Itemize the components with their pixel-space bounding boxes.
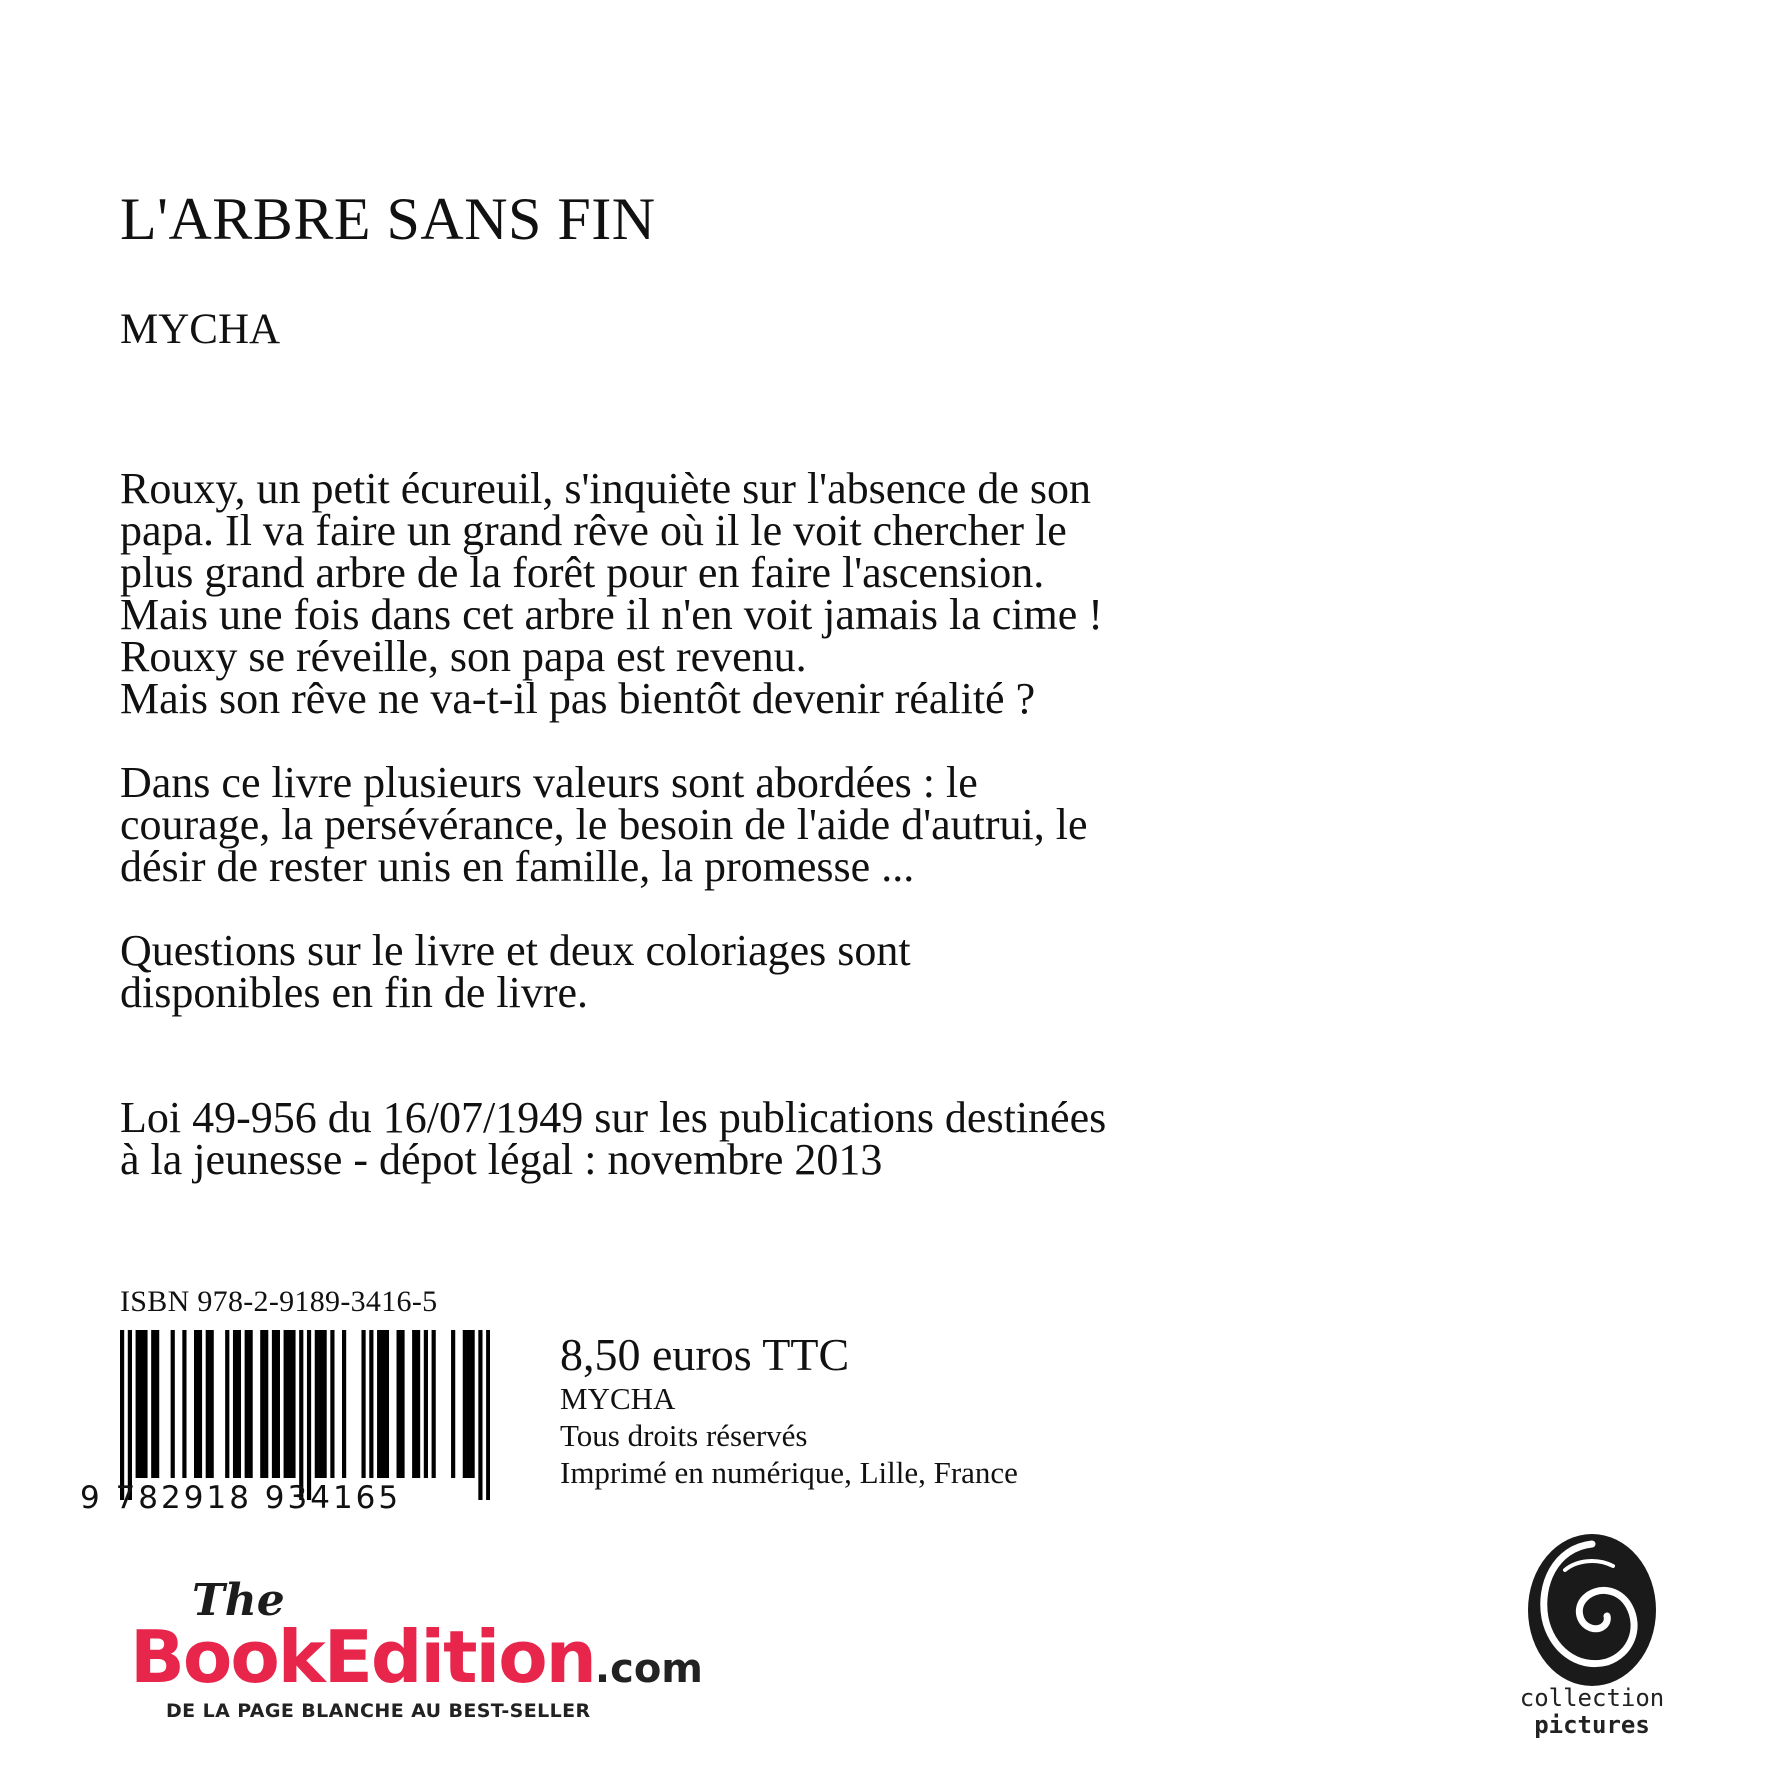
barcode-bar: [397, 1330, 401, 1478]
barcode-bar: [171, 1330, 175, 1478]
barcode-bar: [245, 1330, 249, 1478]
barcode-bar: [471, 1330, 475, 1478]
barcode-bar: [385, 1330, 389, 1478]
blurb-line: Questions sur le livre et deux coloriages sont: [120, 926, 911, 975]
barcode-bar: [323, 1330, 327, 1478]
barcode-bar: [233, 1330, 237, 1478]
collection-line-2: pictures: [1534, 1711, 1650, 1739]
isbn-label: ISBN 978-2-9189-3416-5: [120, 1285, 438, 1318]
barcode-bar: [416, 1330, 420, 1478]
barcode-bar: [330, 1330, 334, 1478]
barcode-bar: [299, 1330, 303, 1500]
bookedition-logo: [130, 1575, 730, 1725]
barcode-bar: [381, 1330, 385, 1478]
barcode-bar: [361, 1330, 365, 1478]
blurb-line: Mais son rêve ne va-t-il pas bientôt devenir réalité ?: [120, 674, 1036, 723]
barcode-bar: [467, 1330, 471, 1478]
barcode-bar: [284, 1330, 288, 1478]
barcode-bar: [264, 1330, 268, 1478]
barcode-bar: [136, 1330, 140, 1478]
barcode-bar: [287, 1330, 291, 1478]
barcode-bar: [155, 1330, 159, 1478]
price-block: [560, 1330, 1018, 1491]
bookedition-the: The: [192, 1575, 285, 1626]
barcode-bar: [377, 1330, 381, 1478]
bookedition-domain: .com: [594, 1646, 703, 1692]
barcode-bar: [400, 1330, 404, 1478]
barcode-bar: [210, 1330, 214, 1478]
bookedition-brand: [130, 1615, 703, 1699]
collection-line-1: collection: [1519, 1684, 1665, 1712]
barcode-bar: [139, 1330, 143, 1478]
blurb-line: Mais une fois dans cet arbre il n'en voit jamais la cime !: [120, 590, 1103, 639]
legal-notice: [120, 1093, 1420, 1184]
blurb-line: Rouxy se réveille, son papa est revenu.: [120, 632, 807, 681]
publisher-name: MYCHA: [560, 1381, 676, 1416]
barcode-bar: [486, 1330, 490, 1500]
barcode-bar: [342, 1330, 346, 1478]
barcode-bar: [260, 1330, 264, 1478]
barcode-bar: [198, 1330, 202, 1478]
bookedition-name: BookEdition: [130, 1615, 595, 1699]
barcode-bar: [272, 1330, 276, 1478]
barcode-bar: [120, 1330, 124, 1500]
barcode-bar: [478, 1330, 482, 1500]
barcode-bar: [151, 1330, 155, 1478]
barcode-bar: [143, 1330, 147, 1478]
author-name: MYCHA: [120, 306, 281, 353]
blurb-paragraph-1: [120, 464, 1420, 723]
barcode-bar: [225, 1330, 229, 1478]
blurb-line: désir de rester unis en famille, la promesse ...: [120, 842, 915, 891]
barcode-bar: [291, 1330, 295, 1478]
barcode-bar: [369, 1330, 373, 1478]
barcode-bar: [432, 1330, 436, 1478]
print-notice: Imprimé en numérique, Lille, France: [560, 1455, 1018, 1490]
barcode-bar: [315, 1330, 319, 1478]
bookedition-tagline: DE LA PAGE BLANCHE AU BEST-SELLER: [166, 1700, 591, 1722]
blurb-line: papa. Il va faire un grand rêve où il le voit chercher le: [120, 506, 1067, 555]
barcode-bar: [319, 1330, 323, 1478]
barcode-bar: [463, 1330, 467, 1478]
barcode-bars: [120, 1330, 490, 1500]
legal-line: Loi 49-956 du 16/07/1949 sur les publications destinées: [120, 1093, 1107, 1142]
barcode-bar: [307, 1330, 311, 1500]
blurb-line: courage, la persévérance, le besoin de l'aide d'autrui, le: [120, 800, 1088, 849]
blurb-line: Rouxy, un petit écureuil, s'inquiète sur l'absence de son: [120, 464, 1091, 513]
barcode-digits: 9 782918 934165: [80, 1480, 402, 1516]
barcode-bar: [237, 1330, 241, 1478]
barcode: [120, 1330, 490, 1500]
barcode-bar: [276, 1330, 280, 1478]
spiral-icon: [1525, 1530, 1660, 1690]
barcode-bar: [128, 1330, 132, 1500]
collection-label: [1497, 1685, 1687, 1739]
barcode-bar: [249, 1330, 253, 1478]
legal-line: à la jeunesse - dépot légal : novembre 2013: [120, 1135, 883, 1184]
price: 8,50 euros TTC: [560, 1329, 850, 1380]
barcode-bar: [206, 1330, 210, 1478]
blurb-line: plus grand arbre de la forêt pour en faire l'ascension.: [120, 548, 1045, 597]
blurb-line: Dans ce livre plusieurs valeurs sont abordées : le: [120, 758, 978, 807]
blurb-line: disponibles en fin de livre.: [120, 968, 589, 1017]
blurb-paragraph-3: [120, 926, 1420, 1017]
barcode-bar: [182, 1330, 186, 1478]
barcode-bar: [194, 1330, 198, 1478]
barcode-bar: [424, 1330, 428, 1478]
barcode-bar: [412, 1330, 416, 1478]
rights-notice: Tous droits réservés: [560, 1418, 808, 1453]
book-title: L'ARBRE SANS FIN: [120, 186, 656, 252]
barcode-bar: [451, 1330, 455, 1478]
blurb-paragraph-2: [120, 758, 1420, 891]
